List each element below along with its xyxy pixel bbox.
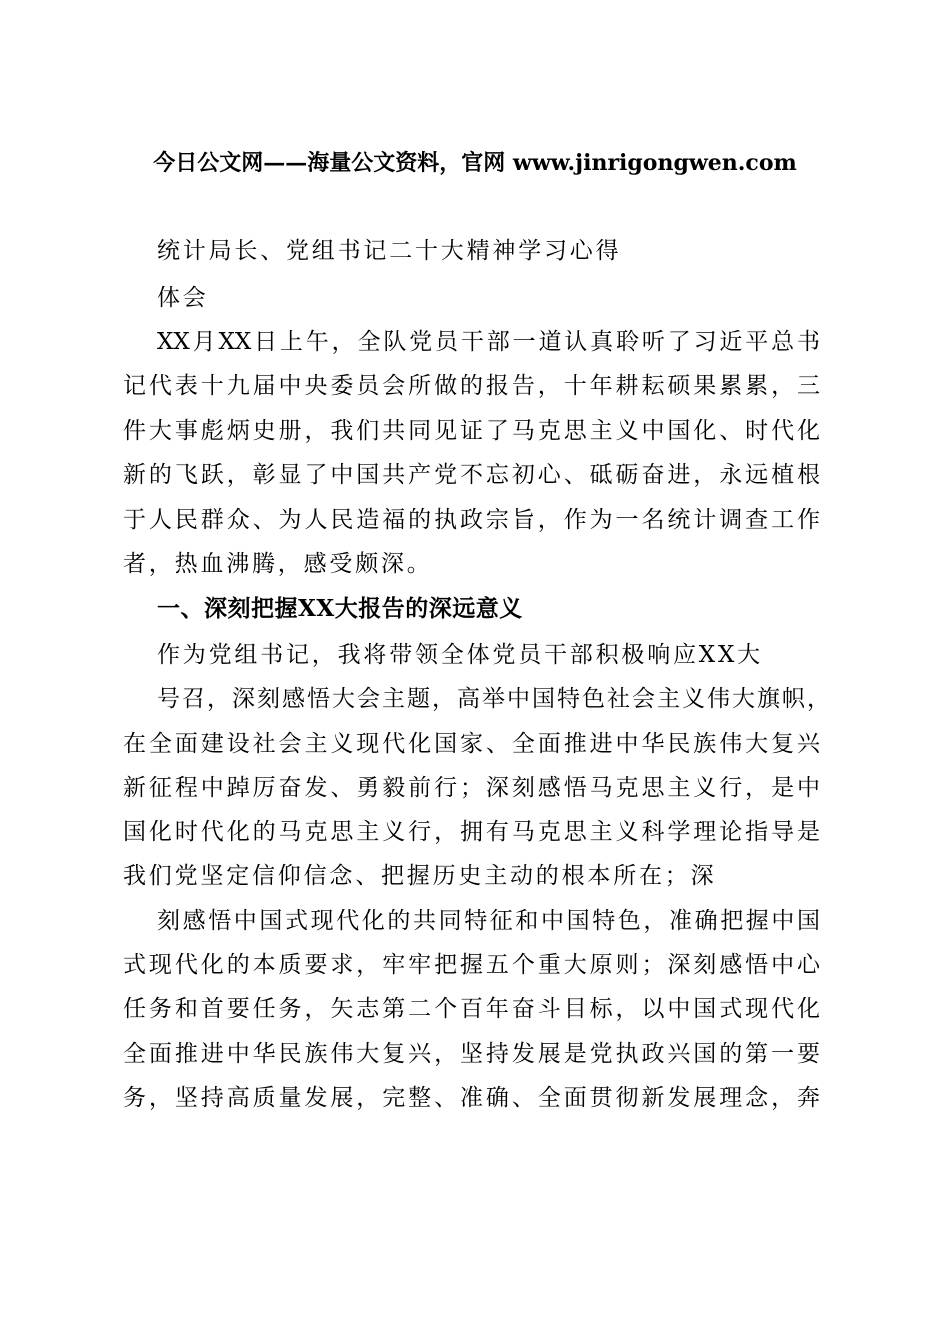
paragraph-line: 新征程中踔厉奋发、勇毅前行；深刻感悟马克思主义行，是中 bbox=[123, 775, 820, 801]
paragraph-line: 务，坚持高质量发展，完整、准确、全面贯彻新发展理念，奔 bbox=[123, 1085, 820, 1111]
paragraph-line: 新的飞跃，彰显了中国共产党不忘初心、砥砺奋进，永远植根 bbox=[123, 462, 820, 488]
paragraph-line: 者，热血沸腾，感受颇深。 bbox=[123, 551, 433, 577]
site-header: 今日公文网——海量公文资料，官网 www.jinrigongwen.com bbox=[153, 150, 797, 176]
paragraph-line: 任务和首要任务，矢志第二个百年奋斗目标，以中国式现代化 bbox=[123, 996, 820, 1022]
section-heading: 一、深刻把握XX大报告的深远意义 bbox=[157, 595, 523, 622]
paragraph-line: 我们党坚定信仰信念、把握历史主动的根本所在；深 bbox=[123, 863, 717, 889]
paragraph-line: 式现代化的本质要求，牢牢把握五个重大原则；深刻感悟中心 bbox=[123, 952, 820, 978]
paragraph-line: 件大事彪炳史册，我们共同见证了马克思主义中国化、时代化 bbox=[123, 418, 820, 444]
document-title-continued: 体会 bbox=[157, 285, 209, 311]
document-title: 统计局长、党组书记二十大精神学习心得 bbox=[157, 238, 622, 264]
paragraph-line: 全面推进中华民族伟大复兴，坚持发展是党执政兴国的第一要 bbox=[123, 1041, 820, 1067]
paragraph-line: 作为党组书记，我将带领全体党员干部积极响应XX大 bbox=[157, 642, 763, 668]
paragraph-line: 在全面建设社会主义现代化国家、全面推进中华民族伟大复兴 bbox=[123, 731, 820, 757]
paragraph-line: XX月XX日上午，全队党员干部一道认真聆听了习近平总书 bbox=[157, 329, 820, 355]
paragraph-line: 号召，深刻感悟大会主题，高举中国特色社会主义伟大旗帜， bbox=[157, 686, 830, 712]
paragraph-line: 刻感悟中国式现代化的共同特征和中国特色，准确把握中国 bbox=[157, 908, 820, 934]
paragraph-line: 于人民群众、为人民造福的执政宗旨，作为一名统计调查工作 bbox=[123, 507, 820, 533]
paragraph-line: 记代表十九届中央委员会所做的报告，十年耕耘硕果累累，三 bbox=[123, 373, 820, 399]
paragraph-line: 国化时代化的马克思主义行，拥有马克思主义科学理论指导是 bbox=[123, 819, 820, 845]
